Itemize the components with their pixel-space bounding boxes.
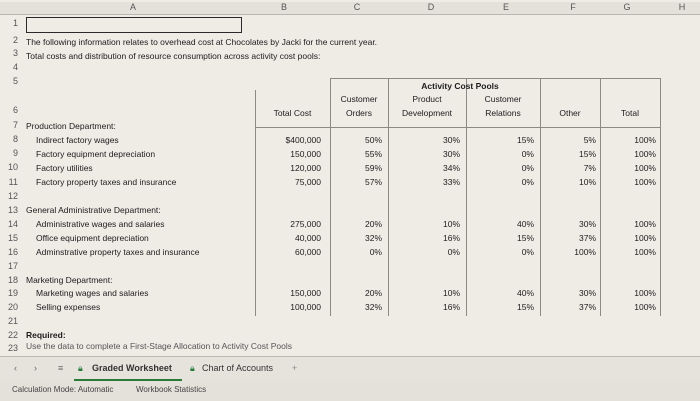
total-cell[interactable]: 100% — [634, 288, 656, 298]
row-number[interactable]: 8 — [12, 134, 18, 144]
sheet-tab-bar — [0, 356, 700, 382]
relations-cell[interactable]: 0% — [521, 177, 534, 187]
calculation-mode[interactable]: Calculation Mode: Automatic — [12, 385, 114, 394]
orders-cell[interactable]: 55% — [364, 149, 382, 159]
row-number[interactable]: 9 — [12, 148, 18, 158]
column-c-header[interactable]: C — [353, 2, 361, 12]
add-sheet-button[interactable]: + — [292, 363, 298, 373]
chart-of-accounts-label: Chart of Accounts — [202, 363, 274, 373]
row-number[interactable]: 14 — [7, 219, 18, 229]
total-cell[interactable]: 100% — [634, 247, 656, 257]
activity-pools-header: Activity Cost Pools — [421, 81, 499, 91]
orders-cell[interactable]: 20% — [364, 219, 382, 229]
orders-cell[interactable]: 32% — [364, 302, 382, 312]
row-number[interactable]: 18 — [7, 275, 18, 285]
total-cost-cell[interactable]: 60,000 — [295, 247, 321, 257]
row-label: Office equipment depreciation — [36, 233, 149, 243]
workbook-statistics[interactable]: Workbook Statistics — [136, 385, 207, 394]
grid-line — [660, 78, 661, 316]
dev-cell[interactable]: 10% — [442, 288, 460, 298]
row-label: Factory equipment depreciation — [36, 149, 156, 159]
row-label: Factory property taxes and insurance — [36, 177, 177, 187]
row-number[interactable]: 15 — [7, 233, 18, 243]
dev-cell[interactable]: 30% — [442, 135, 460, 145]
column-h-header[interactable]: H — [678, 2, 686, 12]
other-cell[interactable]: 37% — [578, 233, 596, 243]
product-dev-header-1: Product — [412, 94, 442, 104]
lock-icon: 🔒︎ — [78, 363, 83, 373]
total-cell[interactable]: 100% — [634, 163, 656, 173]
orders-cell[interactable]: 50% — [364, 135, 382, 145]
row-label: Indirect factory wages — [36, 135, 119, 145]
row-number[interactable]: 4 — [12, 62, 18, 72]
instruction-text: Use the data to complete a First-Stage Allocation to Activity Cost Pools — [26, 342, 292, 351]
row-number[interactable]: 10 — [7, 162, 18, 172]
total-cost-cell[interactable]: 40,000 — [295, 233, 321, 243]
other-cell[interactable]: 15% — [578, 149, 596, 159]
selected-cell[interactable] — [26, 17, 242, 33]
other-cell[interactable]: 7% — [583, 163, 596, 173]
total-header: Total — [621, 108, 639, 118]
total-cost-cell[interactable]: 75,000 — [295, 177, 321, 187]
other-cell[interactable]: 10% — [578, 177, 596, 187]
total-cost-cell[interactable]: 120,000 — [290, 163, 321, 173]
chevron-right-icon[interactable]: › — [34, 363, 37, 373]
dev-cell[interactable]: 34% — [442, 163, 460, 173]
chart-of-accounts-tab[interactable] — [188, 359, 288, 379]
section-title: General Administrative Department: — [26, 205, 161, 215]
relations-cell[interactable]: 40% — [516, 219, 534, 229]
dev-cell[interactable]: 10% — [442, 219, 460, 229]
other-cell[interactable]: 37% — [578, 302, 596, 312]
customer-relations-header-1: Customer — [484, 94, 522, 104]
dev-cell[interactable]: 30% — [442, 149, 460, 159]
relations-cell[interactable]: 15% — [516, 135, 534, 145]
row-number[interactable]: 12 — [7, 191, 18, 201]
total-cost-cell[interactable]: $400,000 — [285, 135, 321, 145]
dev-cell[interactable]: 16% — [442, 302, 460, 312]
relations-cell[interactable]: 0% — [521, 247, 534, 257]
row-number[interactable]: 22 — [7, 330, 18, 340]
intro-line-2: Total costs and distribution of resource consumption across activity cost pools: — [26, 51, 321, 61]
total-cell[interactable]: 100% — [634, 177, 656, 187]
row-number[interactable]: 23 — [7, 343, 18, 353]
total-cost-cell[interactable]: 275,000 — [290, 219, 321, 229]
graded-worksheet-label: Graded Worksheet — [92, 363, 172, 373]
total-cell[interactable]: 100% — [634, 219, 656, 229]
row-number[interactable]: 6 — [12, 105, 18, 115]
relations-cell[interactable]: 0% — [521, 163, 534, 173]
row-number[interactable]: 5 — [12, 76, 18, 86]
row-number[interactable]: 2 — [12, 35, 18, 45]
orders-cell[interactable]: 59% — [364, 163, 382, 173]
row-number[interactable]: 16 — [7, 247, 18, 257]
relations-cell[interactable]: 40% — [516, 288, 534, 298]
orders-cell[interactable]: 20% — [364, 288, 382, 298]
total-cell[interactable]: 100% — [634, 149, 656, 159]
row-number[interactable]: 13 — [7, 205, 18, 215]
customer-relations-header-2: Relations — [485, 108, 521, 118]
other-cell[interactable]: 30% — [578, 288, 596, 298]
section-title: Production Department: — [26, 121, 116, 131]
row-number[interactable]: 19 — [7, 288, 18, 298]
row-label: Selling expenses — [36, 302, 101, 312]
orders-cell[interactable]: 0% — [369, 247, 382, 257]
intro-line-1: The following information relates to overhead cost at Chocolates by Jacki for the current year. — [26, 37, 378, 47]
lock-icon: 🔒︎ — [190, 363, 195, 373]
total-cell[interactable]: 100% — [634, 233, 656, 243]
row-label: Factory utilities — [36, 163, 93, 173]
row-number[interactable]: 7 — [12, 120, 18, 130]
row-number[interactable]: 3 — [12, 48, 18, 58]
dev-cell[interactable]: 0% — [447, 247, 460, 257]
chevron-left-icon[interactable]: ‹ — [14, 363, 17, 373]
orders-cell[interactable]: 32% — [364, 233, 382, 243]
required-label: Required: — [26, 330, 66, 340]
column-a-header[interactable]: A — [129, 2, 136, 12]
other-cell[interactable]: 30% — [578, 219, 596, 229]
row-label: Administrative wages and salaries — [36, 219, 165, 229]
dev-cell[interactable]: 33% — [442, 177, 460, 187]
grid-line — [255, 90, 256, 316]
other-header: Other — [559, 108, 581, 118]
customer-orders-header-2: Orders — [346, 108, 372, 118]
column-b-header[interactable]: B — [280, 2, 287, 12]
row-number[interactable]: 21 — [7, 316, 18, 326]
orders-cell[interactable]: 57% — [364, 177, 382, 187]
dev-cell[interactable]: 16% — [442, 233, 460, 243]
row-number[interactable]: 17 — [7, 261, 18, 271]
total-cell[interactable]: 100% — [634, 135, 656, 145]
relations-cell[interactable]: 0% — [521, 149, 534, 159]
total-cost-cell[interactable]: 150,000 — [290, 288, 321, 298]
column-e-header[interactable]: E — [502, 2, 509, 12]
total-cost-cell[interactable]: 100,000 — [290, 302, 321, 312]
row-number[interactable]: 11 — [8, 177, 18, 187]
other-cell[interactable]: 5% — [583, 135, 596, 145]
row-number[interactable]: 20 — [7, 302, 18, 312]
graded-worksheet-tab[interactable] — [74, 359, 182, 381]
section-title: Marketing Department: — [26, 275, 113, 285]
product-dev-header-2: Development — [401, 108, 453, 118]
total-cost-cell[interactable]: 150,000 — [290, 149, 321, 159]
total-cost-header: Total Cost — [273, 108, 312, 118]
customer-orders-header-1: Customer — [340, 94, 378, 104]
column-g-header[interactable]: G — [623, 2, 631, 12]
status-bar — [0, 381, 700, 401]
table-top-border — [330, 78, 660, 79]
column-d-header[interactable]: D — [427, 2, 435, 12]
column-header-bar — [0, 2, 700, 15]
row-number[interactable]: 1 — [12, 18, 18, 28]
total-cell[interactable]: 100% — [634, 302, 656, 312]
hamburger-icon[interactable]: ≡ — [58, 363, 64, 373]
relations-cell[interactable]: 15% — [516, 233, 534, 243]
row-label: Marketing wages and salaries — [36, 288, 149, 298]
row-label: Adminstrative property taxes and insurance — [36, 247, 200, 257]
relations-cell[interactable]: 15% — [516, 302, 534, 312]
column-f-header[interactable]: F — [570, 2, 576, 12]
other-cell[interactable]: 100% — [574, 247, 596, 257]
